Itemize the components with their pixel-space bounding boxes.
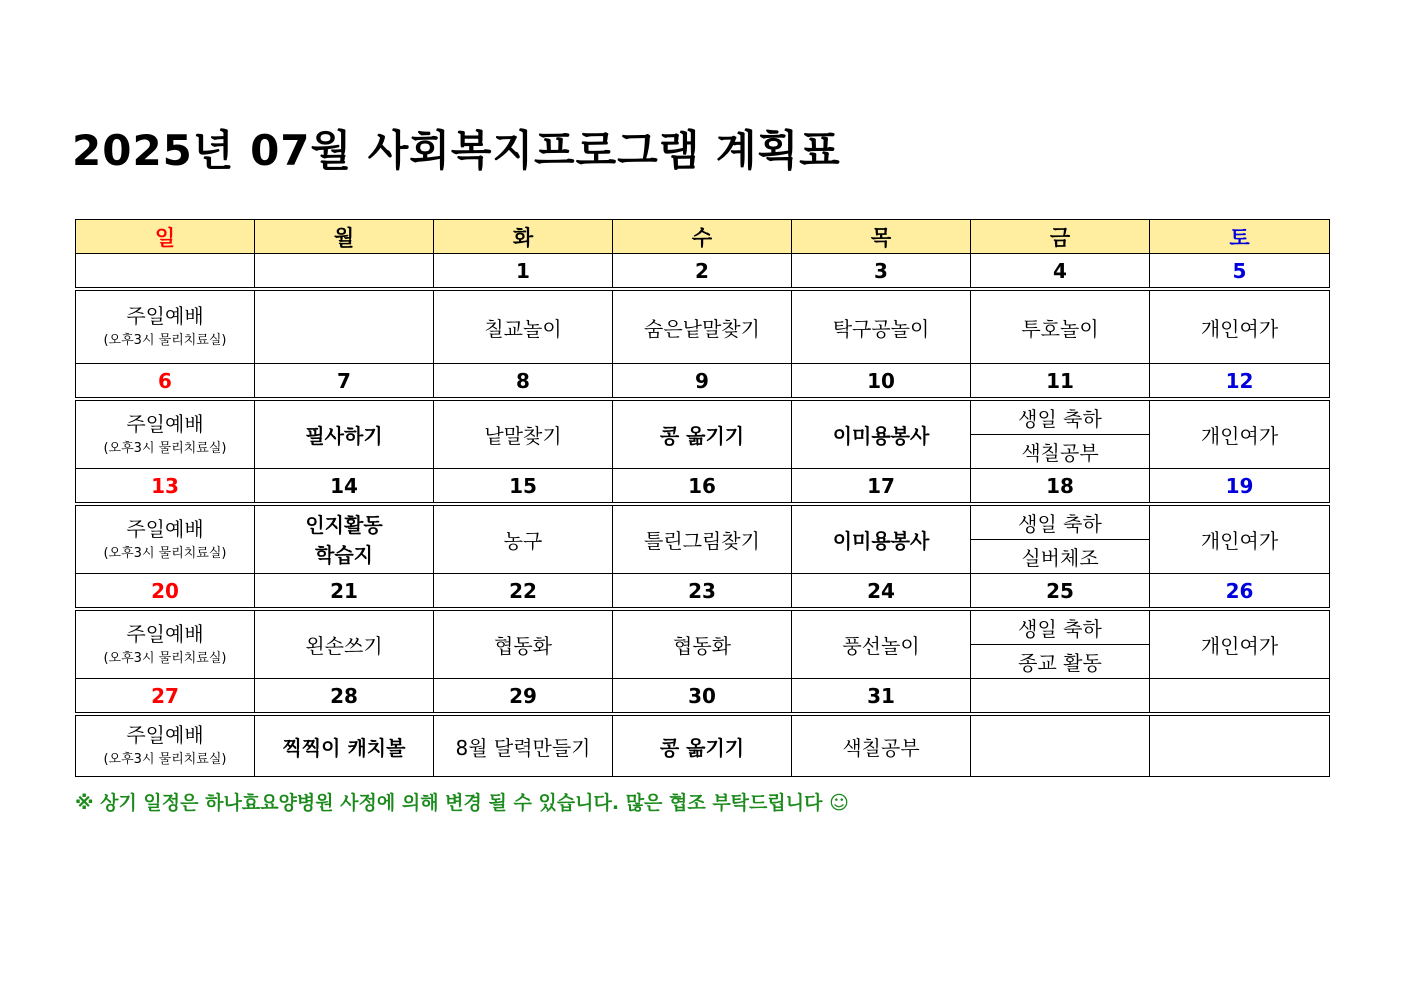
activity-cell: 종교 활동 [971,645,1150,679]
weekday-sat: 토 [1150,220,1330,254]
date-cell: 2 [613,254,792,290]
activity-cell: 풍선놀이 [792,609,971,679]
activity-cell: 틀린그림찾기 [613,504,792,574]
date-row [76,574,1330,610]
activity-cell: 이미용봉사 [792,504,971,574]
service-sub: (오후3시 물리치료실) [103,650,227,666]
weekday-tue: 화 [434,220,613,254]
date-cell: 27 [76,679,255,715]
date-cell [255,254,434,290]
date-cell: 12 [1150,364,1330,400]
activity-cell: 투호놀이 [971,289,1150,364]
weekday-wed: 수 [613,220,792,254]
activity-cell: 8월 달력만들기 [434,714,613,777]
sunday-service-cell [76,289,255,364]
weekday-thu: 목 [792,220,971,254]
date-cell: 15 [434,469,613,505]
activity-row [76,289,1330,364]
activity-cell: 콩 옮기기 [613,714,792,777]
activity-cell: 협동화 [434,609,613,679]
activity-cell [1150,714,1330,777]
date-cell: 23 [613,574,792,610]
date-cell: 9 [613,364,792,400]
sunday-service-cell [76,609,255,679]
weekday-sun: 일 [76,220,255,254]
date-row [76,679,1330,715]
activity-cell: 실버체조 [971,540,1150,574]
activity-cell: 생일 축하 [971,609,1150,645]
date-cell: 14 [255,469,434,505]
service-title: 주일예배 [126,516,204,541]
activity-line: 학습지 [315,542,373,567]
date-cell: 10 [792,364,971,400]
date-cell: 18 [971,469,1150,505]
date-cell: 29 [434,679,613,715]
activity-line: 인지활동 [305,512,383,537]
activity-cell [255,289,434,364]
date-cell: 24 [792,574,971,610]
activity-cell: 개인여가 [1150,504,1330,574]
service-title: 주일예배 [126,304,204,328]
activity-cell: 칠교놀이 [434,289,613,364]
date-cell: 17 [792,469,971,505]
activity-cell: 낱말찾기 [434,399,613,469]
activity-cell: 농구 [434,504,613,574]
service-sub: (오후3시 물리치료실) [103,440,227,456]
activity-cell: 개인여가 [1150,399,1330,469]
date-cell: 3 [792,254,971,290]
activity-cell: 숨은낱말찾기 [613,289,792,364]
date-cell: 7 [255,364,434,400]
activity-cell: 개인여가 [1150,609,1330,679]
date-cell: 22 [434,574,613,610]
date-cell: 26 [1150,574,1330,610]
activity-cell: 이미용봉사 [792,399,971,469]
activity-cell: 찍찍이 캐치볼 [255,714,434,777]
date-cell: 5 [1150,254,1330,290]
date-cell: 4 [971,254,1150,290]
sunday-service-cell [76,504,255,574]
service-sub: (오후3시 물리치료실) [103,752,227,767]
schedule-table [75,219,1330,777]
date-cell: 11 [971,364,1150,400]
activity-cell: 왼손쓰기 [255,609,434,679]
activity-cell: 탁구공놀이 [792,289,971,364]
date-cell: 28 [255,679,434,715]
activity-row [76,504,1330,540]
service-sub: (오후3시 물리치료실) [103,545,227,561]
date-cell: 1 [434,254,613,290]
date-row [76,254,1330,290]
activity-cell: 생일 축하 [971,399,1150,435]
date-cell: 8 [434,364,613,400]
weekday-fri: 금 [971,220,1150,254]
sunday-service-cell [76,399,255,469]
date-cell: 6 [76,364,255,400]
activity-cell: 색칠공부 [971,435,1150,469]
activity-cell: 콩 옮기기 [613,399,792,469]
date-cell: 19 [1150,469,1330,505]
service-title: 주일예배 [126,621,204,646]
date-cell: 25 [971,574,1150,610]
activity-cell: 개인여가 [1150,289,1330,364]
footer-note: ※ 상기 일정은 하나효요양병원 사정에 의해 변경 될 수 있습니다. 많은 협조 부탁드립니다 ☺ [75,792,849,814]
weekday-mon: 월 [255,220,434,254]
date-cell [76,254,255,290]
activity-cell [255,504,434,574]
date-cell: 13 [76,469,255,505]
date-cell [1150,679,1330,715]
activity-cell: 협동화 [613,609,792,679]
date-cell: 31 [792,679,971,715]
date-cell [971,679,1150,715]
activity-row [76,399,1330,435]
date-cell: 21 [255,574,434,610]
activity-row [76,609,1330,645]
service-title: 주일예배 [126,723,204,747]
activity-cell [971,714,1150,777]
service-sub: (오후3시 물리치료실) [103,333,227,348]
weekday-header-row [76,220,1330,254]
date-cell: 30 [613,679,792,715]
date-row [76,364,1330,400]
sunday-service-cell [76,714,255,777]
page-title: 2025년 07월 사회복지프로그램 계획표 [72,126,841,175]
activity-cell: 색칠공부 [792,714,971,777]
date-row [76,469,1330,505]
date-cell: 20 [76,574,255,610]
activity-cell: 생일 축하 [971,504,1150,540]
service-title: 주일예배 [126,411,204,436]
activity-cell: 필사하기 [255,399,434,469]
activity-row [76,714,1330,777]
date-cell: 16 [613,469,792,505]
